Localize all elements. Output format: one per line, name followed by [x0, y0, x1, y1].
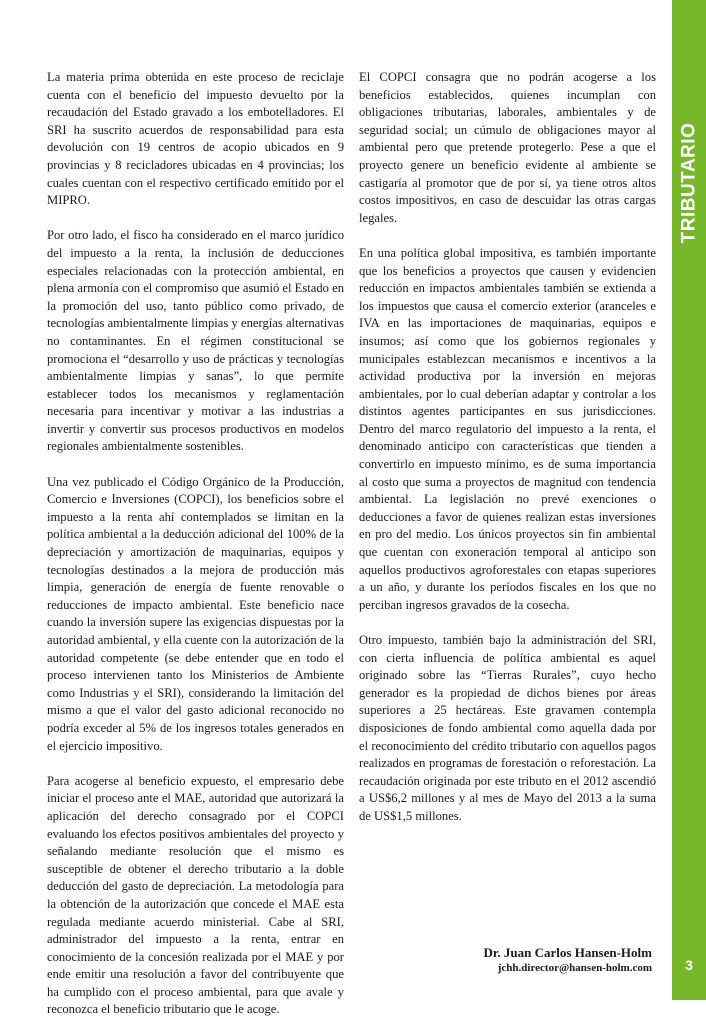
paragraph: En una política global impositiva, es también importante que los beneficios a proyectos que causen y evidencien reducción en impactos ambientales también se extienda a los impuestos que causa el comercio exterior (aranceles e IVA en las importaciones de maquinarias, equipos e insumos; así como que los gobiernos regionales y municipales establezcan mecanismos e incentivos a la actividad productiva por la inversión en mejoras ambientales, por lo cual deberían adaptar y controlar a los distintos agentes participantes en sus jurisdicciones. Dentro del marco regulatorio del impuesto a la renta, el denominado anticipo con características que tienden a convertirlo en impuesto mínimo, es de suma importancia al costo que suma a proyectos de magnitud con tendencia ambiental. La legislación no prevé exenciones o deducciones a favor de quienes realizan estas inversiones en pro del medio. Los únicos proyectos sin fin ambiental que cuentan con exoneración temporal al anticipo son aquellos productivos agroforestales con etapas superiores a un año, y durante los períodos fiscales en los que no perciban ingresos gravados de la cosecha. — [359, 245, 656, 612]
author-email: jchh.director@hansen-holm.com — [497, 962, 652, 974]
author-name: Dr. Juan Carlos Hansen-Holm — [483, 945, 652, 960]
paragraph: Una vez publicado el Código Orgánico de la Producción, Comercio e Inversiones (COPCI), los beneficios sobre el impuesto a la renta ahí contemplados se limitan en la política ambiental a la deducción adicional del 100% de la depreciación y amortización de maquinarias, equipos y tecnologías destinados a la mejora de producción más limpia, generación de energía de fuente renovable o reducciones de impacto ambiental. Este beneficio nace cuando la inversión supere las exigencias dispuestas por la autoridad ambiental, y ella cuente con la autorización de la autoridad competente (se debe entender que en todo el proceso intervienen tanto los Ministerios de Ambiente como Industrias y el SRI), considerando la limitación del mismo a que el valor del gasto adicional reconocido no podría exceder al 5% de los ingresos totales generados en el ejercicio impositivo. — [47, 474, 344, 753]
page-number: 3 — [685, 957, 693, 973]
left-column — [47, 69, 344, 1019]
section-label-text: TRIBUTARIO — [678, 122, 699, 243]
paragraph: Para acogerse al beneficio expuesto, el empresario debe iniciar el proceso ante el MAE, autoridad que autorizará la aplicación del derecho consagrado por el COPCI evaluando los efectos positivos ambientales del proyecto y señalando mediante resolución que el mismo es susceptible de obtener el derecho tributario a la doble deducción del gasto de depreciación. La metodología para la obtención de la autorización que concede el MAE esta regulada mediante acuerdo ministerial. Cabe al SRI, administrador del impuesto a la renta, entrar en conocimiento de la concesión realizada por el MAE y por ende emitir una resolución a favor del contribuyente que ha cumplido con el proceso ambiental, para que avale y reconozca el beneficio tributario que le acoge. — [47, 773, 344, 1017]
right-column — [359, 69, 656, 826]
paragraph: Otro impuesto, también bajo la administración del SRI, con cierta influencia de política ambiental es aquel originado sobre las “Tierras Rurales”, cuyo hecho generador es la propiedad de dichos bienes por áreas superiores a 25 hectáreas. Este gravamen contempla disposiciones de fondo ambiental como aquella dada por el reconocimiento del crédito tributario con aquellos pagos realizados en programas de forestación o reforestación. La recaudación originada por este tributo en el 2012 ascendió a US$6,2 millones y al mes de Mayo del 2013 a la suma de US$1,5 millones. — [359, 633, 656, 823]
paragraph: Por otro lado, el fisco ha considerado en el marco jurídico del impuesto a la renta, la inclusión de deducciones especiales relacionadas con la protección ambiental, en plena armonía con el compromiso que asumió el Estado en la promoción del uso, tanto público como privado, de tecnologías ambientalmente limpias y energías alternativas no contaminantes. En el régimen constitucional se promociona el “desarrollo y uso de prácticas y tecnologías ambientalmente limpias y sanas”, lo que permite establecer todos los mecanismos y reglamentación necesaria para incentivar y motivar a las industrias a invertir y convertir sus procesos productivos en modelos regionales ambientalmente sostenibles. — [47, 228, 344, 454]
section-label — [672, 95, 706, 270]
paragraph: La materia prima obtenida en este proceso de reciclaje cuenta con el beneficio del impuesto devuelto por la recaudación del Estado gravado a los embotelladores. El SRI ha suscrito acuerdos de responsabilidad para esta devolución con 19 centros de acopio ubicados en 9 provincias y 8 recicladores ubicadas en 4 provincias; los cuales cuentan con el respectivo certificado emitido por el MIPRO. — [47, 70, 344, 208]
paragraph: El COPCI consagra que no podrán acogerse a los beneficios establecidos, quienes incumplan con obligaciones tributarias, laborales, ambientales y de seguridad social; un cúmulo de obligaciones mayor al ambiental pero que pretende protegerlo. Pese a que el proyecto genere un beneficio evidente al ambiente se castigaría al promotor que de por sí, ya tiene otros altos costos impositivos, en caso de descuidar las otras cargas legales. — [359, 70, 656, 225]
author-signature — [483, 944, 652, 975]
